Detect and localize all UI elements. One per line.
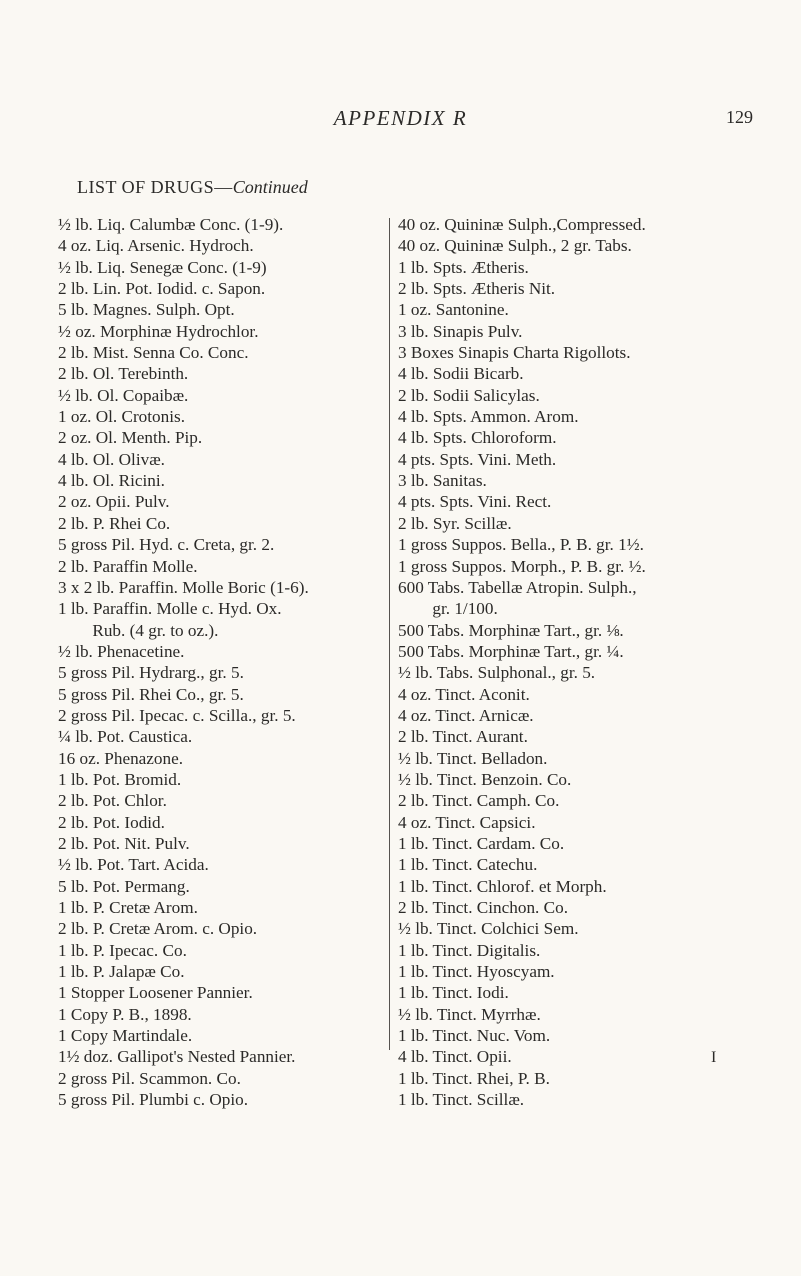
- column-divider: [389, 218, 390, 1050]
- drug-entry: 1 lb. P. Cretæ Arom.: [58, 898, 198, 917]
- drug-entry: Rub. (4 gr. to oz.).: [58, 620, 219, 640]
- drug-entry: 2 lb. Lin. Pot. Iodid. c. Sapon.: [58, 279, 266, 299]
- drug-entry: 5 gross Pil. Hyd. c. Creta, gr. 2.: [58, 535, 275, 555]
- drug-entry: 2 lb. Mist. Senna Co. Conc.: [58, 343, 249, 363]
- drug-entry: 2 lb. Spts. Ætheris Nit.: [398, 279, 556, 299]
- drug-entry: ¼ lb. Pot. Caustica.: [58, 727, 193, 747]
- drug-entry: 1 lb. Tinct. Scillæ.: [398, 1090, 525, 1110]
- drug-entry: 1 lb. Pot. Bromid.: [58, 769, 182, 789]
- drug-entry: 4 lb. Ol. Ricini.: [58, 471, 165, 491]
- drug-entry: ½ lb. Liq. Senegæ Conc. (1-9): [58, 257, 267, 277]
- drug-entry: 4 lb. Ol. Olivæ.: [58, 449, 165, 469]
- drug-entry: ½ lb. Tinct. Benzoin. Co.: [398, 769, 572, 789]
- drug-entry: 40 oz. Quininæ Sulph., 2 gr. Tabs.: [398, 236, 632, 256]
- drug-entry: 500 Tabs. Morphinæ Tart., gr. ¼.: [398, 641, 624, 661]
- drug-entry: 1 lb. Tinct. Hyoscyam.: [398, 962, 555, 982]
- drug-entry: 2 lb. Pot. Nit. Pulv.: [58, 833, 190, 853]
- drug-entry: ½ lb. Ol. Copaibæ.: [58, 385, 189, 405]
- drug-entry: 1 lb. Tinct. Chlorof. et Morph.: [398, 876, 607, 896]
- drug-entry: 1 lb. Paraffin. Molle c. Hyd. Ox.: [58, 599, 282, 619]
- drug-entry: ½ lb. Liq. Calumbæ Conc. (1-9).: [58, 215, 284, 234]
- drug-entry: 4 lb. Tinct. Opii.: [398, 1047, 512, 1067]
- list-heading-main: LIST OF DRUGS—: [77, 177, 233, 197]
- drug-entry: 1 lb. Tinct. Catechu.: [398, 855, 538, 875]
- drug-entry: 2 lb. P. Cretæ Arom. c. Opio.: [58, 919, 258, 939]
- drug-entry: 1 lb. Spts. Ætheris.: [398, 257, 529, 277]
- drug-entry: 4 oz. Tinct. Arnicæ.: [398, 705, 534, 725]
- drug-entry: 1 lb. Tinct. Digitalis.: [398, 940, 541, 960]
- drug-entry: 5 gross Pil. Hydrarg., gr. 5.: [58, 663, 244, 683]
- drug-entry: ½ oz. Morphinæ Hydrochlor.: [58, 321, 259, 341]
- drug-entry: 2 lb. Tinct. Cinchon. Co.: [398, 898, 568, 917]
- drug-entry: ½ lb. Tabs. Sulphonal., gr. 5.: [398, 663, 596, 683]
- drug-entry: 1½ doz. Gallipot's Nested Pannier.: [58, 1047, 296, 1067]
- drug-entry: 1 lb. P. Ipecac. Co.: [58, 940, 187, 960]
- drug-entry: 2 lb. Tinct. Aurant.: [398, 727, 528, 747]
- drug-entry: 1 Copy Martindale.: [58, 1026, 193, 1046]
- drug-entry: 4 pts. Spts. Vini. Rect.: [398, 492, 552, 512]
- drug-entry: 1 oz. Santonine.: [398, 300, 509, 320]
- list-heading: [77, 177, 308, 198]
- drug-entry: 2 gross Pil. Scammon. Co.: [58, 1068, 241, 1088]
- drug-entry: 2 lb. Pot. Iodid.: [58, 812, 165, 832]
- drug-entry: 1 lb. P. Jalapæ Co.: [58, 962, 185, 982]
- drug-entry: 1 Copy P. B., 1898.: [58, 1004, 192, 1024]
- drug-entry: ½ lb. Tinct. Colchici Sem.: [398, 919, 579, 939]
- drug-entry: 2 lb. Paraffin Molle.: [58, 556, 198, 576]
- drug-entry: 2 gross Pil. Ipecac. c. Scilla., gr. 5.: [58, 705, 296, 725]
- drug-entry: 1 oz. Ol. Crotonis.: [58, 407, 185, 427]
- drug-entry: 1 gross Suppos. Morph., P. B. gr. ½.: [398, 556, 646, 576]
- drug-entry: ½ lb. Tinct. Belladon.: [398, 748, 548, 768]
- drug-entry: 2 oz. Ol. Menth. Pip.: [58, 428, 203, 448]
- drug-entry: 600 Tabs. Tabellæ Atropin. Sulph.,: [398, 577, 637, 597]
- drug-entry: gr. 1/100.: [398, 599, 498, 619]
- drug-entry: 2 lb. Ol. Terebinth.: [58, 364, 189, 384]
- drug-entry: 4 oz. Liq. Arsenic. Hydroch.: [58, 236, 254, 256]
- drug-entry: 5 gross Pil. Rhei Co., gr. 5.: [58, 684, 244, 704]
- running-title: APPENDIX R: [333, 106, 468, 130]
- drug-entry: 2 lb. P. Rhei Co.: [58, 513, 171, 533]
- drug-entry: 3 lb. Sanitas.: [398, 471, 487, 491]
- page-number: 129: [726, 107, 753, 127]
- drug-entry: 40 oz. Quininæ Sulph.,Compressed.: [398, 215, 646, 234]
- drug-entry: 2 lb. Sodii Salicylas.: [398, 385, 540, 405]
- drug-entry: 1 Stopper Loosener Pannier.: [58, 983, 253, 1003]
- drug-entry: 500 Tabs. Morphinæ Tart., gr. ⅛.: [398, 620, 624, 640]
- drug-entry: 4 oz. Tinct. Aconit.: [398, 684, 530, 704]
- drug-entry: ½ lb. Phenacetine.: [58, 641, 185, 661]
- drug-entry: 4 lb. Sodii Bicarb.: [398, 364, 524, 384]
- drug-entry: 1 lb. Tinct. Nuc. Vom.: [398, 1026, 551, 1046]
- drug-entry: 4 pts. Spts. Vini. Meth.: [398, 449, 557, 469]
- drug-entry: 3 x 2 lb. Paraffin. Molle Boric (1-6).: [58, 577, 309, 597]
- drug-entry: 3 lb. Sinapis Pulv.: [398, 321, 523, 341]
- drug-entry: 16 oz. Phenazone.: [58, 748, 184, 768]
- drug-entry: 5 gross Pil. Plumbi c. Opio.: [58, 1090, 249, 1110]
- drug-entry: 1 lb. Tinct. Iodi.: [398, 983, 509, 1003]
- drug-entry: 4 lb. Spts. Chloroform.: [398, 428, 557, 448]
- drug-entry: 3 Boxes Sinapis Charta Rigollots.: [398, 343, 631, 363]
- drug-entry: 1 lb. Tinct. Rhei, P. B.: [398, 1068, 550, 1088]
- drug-list-left-column: [58, 214, 388, 1110]
- drug-entry: 4 oz. Tinct. Capsici.: [398, 812, 536, 832]
- list-heading-continued: Continued: [232, 177, 308, 197]
- drug-list-right-column: [398, 214, 790, 1110]
- drug-entry: 1 lb. Tinct. Cardam. Co.: [398, 833, 565, 853]
- drug-entry: 2 oz. Opii. Pulv.: [58, 492, 170, 512]
- running-head: [0, 106, 801, 136]
- drug-entry: 4 lb. Spts. Ammon. Arom.: [398, 407, 579, 427]
- drug-entry: 2 lb. Tinct. Camph. Co.: [398, 791, 560, 811]
- drug-entry: 1 gross Suppos. Bella., P. B. gr. 1½.: [398, 535, 644, 555]
- drug-entry: 5 lb. Magnes. Sulph. Opt.: [58, 300, 235, 320]
- drug-entry: 2 lb. Syr. Scillæ.: [398, 513, 512, 533]
- drug-entry: 2 lb. Pot. Chlor.: [58, 791, 167, 811]
- drug-entry: ½ lb. Tinct. Myrrhæ.: [398, 1004, 541, 1024]
- drug-entry: ½ lb. Pot. Tart. Acida.: [58, 855, 209, 875]
- signature-mark: I: [711, 1049, 717, 1066]
- drug-entry: 5 lb. Pot. Permang.: [58, 876, 190, 896]
